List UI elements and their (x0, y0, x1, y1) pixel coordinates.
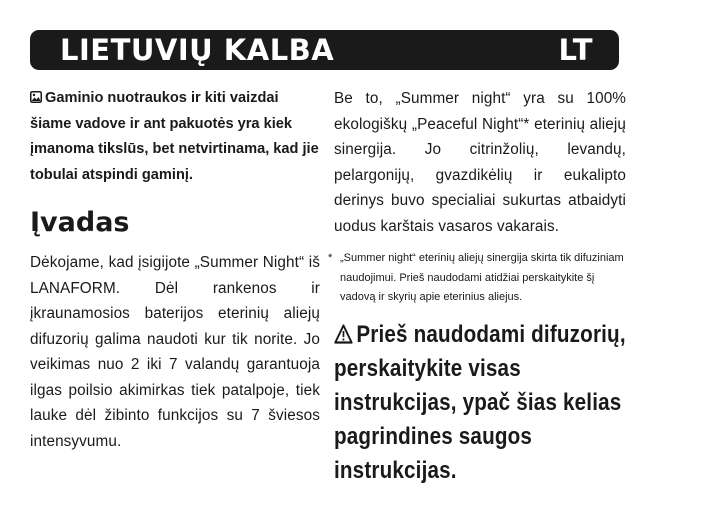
language-code: LT (558, 33, 593, 67)
section-heading: Įvadas (30, 207, 130, 238)
safety-warning (334, 318, 626, 488)
right-column (328, 86, 626, 488)
footnote-mark: * (328, 252, 333, 264)
safety-warning-text: Prieš naudodami difuzorių, perskaitykite visas instrukcijas, ypač šias kelias pagrindines saugos instrukcijas. (334, 320, 626, 484)
intro-paragraph: Dėkojame, kad įsigijote „Summer Night“ iš LANAFORM. Dėl rankenos ir įkraunamosios baterijos eterinių aliejų difuzorių galima naudoti kur tik norite. Jo veikimas nuo 2 iki 7 valandų garantuoja ilgas poilsio akimirkas tiek patalpoje, tiek lauke dėl žibinto funkcijos su 7 šviesos intensyvumu. (30, 254, 320, 450)
warning-icon (334, 324, 353, 344)
footnote-text: „Summer night“ eterinių aliejų sinergija skirta tik difuziniam naudojimui. Prieš naudodami atidžiai perskaitykite šį vadovą ir skyrių apie eterinius aliejus. (340, 252, 624, 303)
language-header-bar (30, 30, 619, 70)
language-title: LIETUVIŲ KALBA (60, 33, 335, 67)
synergy-paragraph: Be to, „Summer night“ yra su 100% ekologiškų „Peaceful Night“* eterinių aliejų sinergija. Jo citrinžolių, levandų, pelargonijų, gvazdikėlių ir eukalipto derinys buvo specialiai sukurtas atbaidyti uodus karštais vasaros vakarais. (334, 90, 626, 235)
image-icon (30, 91, 42, 103)
footnote (328, 249, 626, 308)
image-disclaimer (30, 86, 320, 188)
image-disclaimer-text: Gaminio nuotraukos ir kiti vaizdai šiame vadove ir ant pakuotės yra kiek įmanoma tikslūs, bet netvirtinama, kad jie tobulai atspindi gaminį. (30, 90, 319, 183)
left-column (30, 86, 320, 454)
